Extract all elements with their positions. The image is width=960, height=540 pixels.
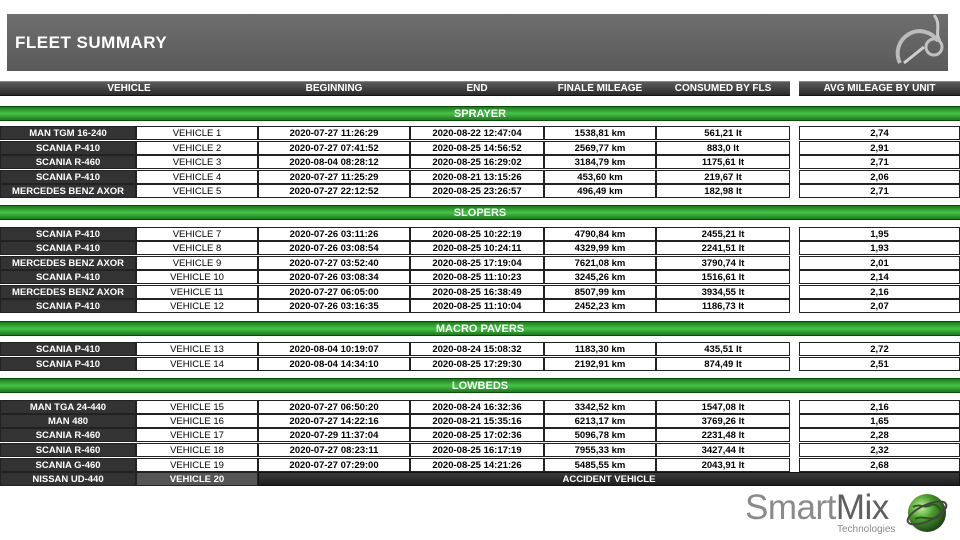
- vehicle-id: VEHICLE 19: [136, 458, 258, 472]
- finale-mileage: 453,60 km: [544, 170, 656, 184]
- vehicle-id: VEHICLE 5: [136, 184, 258, 198]
- vehicle-model: MAN 480: [0, 414, 136, 428]
- consumed-fls: 182,98 lt: [656, 184, 790, 198]
- vehicle-id: VEHICLE 20: [136, 472, 258, 486]
- end-time: 2020-08-25 11:10:23: [410, 270, 544, 284]
- beginning-time: 2020-07-29 11:37:04: [258, 428, 410, 442]
- title-banner: [7, 14, 948, 71]
- consumed-fls: 2241,51 lt: [656, 241, 790, 255]
- avg-mileage: 1,93: [799, 241, 960, 255]
- beginning-time: 2020-07-27 11:26:29: [258, 126, 410, 140]
- vehicle-model: SCANIA P-410: [0, 241, 136, 255]
- vehicle-id: VEHICLE 14: [136, 357, 258, 371]
- smartmix-logo: [745, 488, 955, 538]
- vehicle-model: SCANIA P-410: [0, 342, 136, 356]
- vehicle-id: VEHICLE 17: [136, 428, 258, 442]
- consumed-fls: 3934,55 lt: [656, 285, 790, 299]
- vehicle-model: SCANIA P-410: [0, 170, 136, 184]
- beginning-time: 2020-08-04 14:34:10: [258, 357, 410, 371]
- section-macro-pavers: MACRO PAVERS: [0, 321, 960, 336]
- finale-mileage: 5485,55 km: [544, 458, 656, 472]
- vehicle-id: VEHICLE 8: [136, 241, 258, 255]
- avg-mileage: 1,95: [799, 227, 960, 241]
- end-time: 2020-08-25 14:21:26: [410, 458, 544, 472]
- brand-sub: Technologies: [837, 524, 896, 535]
- table-row: [0, 227, 960, 241]
- beginning-time: 2020-07-27 14:22:16: [258, 414, 410, 428]
- table-row: [0, 184, 960, 198]
- beginning-time: 2020-07-27 08:23:11: [258, 443, 410, 457]
- avg-mileage: 2,51: [799, 357, 960, 371]
- col-header-avg-mileage: AVG MILEAGE BY UNIT: [799, 81, 960, 96]
- vehicle-model: SCANIA P-410: [0, 141, 136, 155]
- table-row: [0, 342, 960, 356]
- beginning-time: 2020-07-26 03:08:54: [258, 241, 410, 255]
- vehicle-id: VEHICLE 4: [136, 170, 258, 184]
- vehicle-model: SCANIA P-410: [0, 299, 136, 313]
- table-row: [0, 414, 960, 428]
- avg-mileage: 2,28: [799, 428, 960, 442]
- vehicle-model: NISSAN UD-440: [0, 472, 136, 486]
- avg-mileage: 2,71: [799, 155, 960, 169]
- section-slopers: SLOPERS: [0, 205, 960, 220]
- vehicle-id: VEHICLE 11: [136, 285, 258, 299]
- end-time: 2020-08-25 11:10:04: [410, 299, 544, 313]
- vehicle-id: VEHICLE 16: [136, 414, 258, 428]
- avg-mileage: 2,01: [799, 256, 960, 270]
- col-header-finale-mileage: FINALE MILEAGE: [544, 81, 656, 96]
- beginning-time: 2020-07-27 11:25:29: [258, 170, 410, 184]
- finale-mileage: 1183,30 km: [544, 342, 656, 356]
- table-row: [0, 155, 960, 169]
- consumed-fls: 883,0 lt: [656, 141, 790, 155]
- avg-mileage: 2,32: [799, 443, 960, 457]
- beginning-time: 2020-07-26 03:08:34: [258, 270, 410, 284]
- end-time: 2020-08-24 15:08:32: [410, 342, 544, 356]
- consumed-fls: 1547,08 lt: [656, 400, 790, 414]
- avg-mileage: 2,14: [799, 270, 960, 284]
- end-time: 2020-08-25 16:29:02: [410, 155, 544, 169]
- table-row: [0, 126, 960, 140]
- vehicle-id: VEHICLE 12: [136, 299, 258, 313]
- consumed-fls: 3427,44 lt: [656, 443, 790, 457]
- table-row: [0, 428, 960, 442]
- finale-mileage: 7955,33 km: [544, 443, 656, 457]
- globe-icon: [905, 491, 949, 535]
- avg-mileage: 2,71: [799, 184, 960, 198]
- avg-mileage: 1,65: [799, 414, 960, 428]
- finale-mileage: 3184,79 km: [544, 155, 656, 169]
- col-header-consumed: CONSUMED BY FLS: [656, 81, 790, 96]
- consumed-fls: 2043,91 lt: [656, 458, 790, 472]
- table-row: [0, 241, 960, 255]
- consumed-fls: 3769,26 lt: [656, 414, 790, 428]
- finale-mileage: 2569,77 km: [544, 141, 656, 155]
- finale-mileage: 5096,78 km: [544, 428, 656, 442]
- end-time: 2020-08-21 15:35:16: [410, 414, 544, 428]
- finale-mileage: 2192,91 km: [544, 357, 656, 371]
- vehicle-model: SCANIA P-410: [0, 270, 136, 284]
- consumed-fls: 219,67 lt: [656, 170, 790, 184]
- consumed-fls: 1175,61 lt: [656, 155, 790, 169]
- beginning-time: 2020-07-27 07:41:52: [258, 141, 410, 155]
- end-time: 2020-08-25 14:56:52: [410, 141, 544, 155]
- consumed-fls: 874,49 lt: [656, 357, 790, 371]
- end-time: 2020-08-22 12:47:04: [410, 126, 544, 140]
- finale-mileage: 3245,26 km: [544, 270, 656, 284]
- vehicle-id: VEHICLE 9: [136, 256, 258, 270]
- avg-mileage: 2,91: [799, 141, 960, 155]
- table-row-accident: [0, 472, 960, 486]
- table-row: [0, 400, 960, 414]
- table-row: [0, 458, 960, 472]
- beginning-time: 2020-07-26 03:11:26: [258, 227, 410, 241]
- finale-mileage: 4790,84 km: [544, 227, 656, 241]
- finale-mileage: 8507,99 km: [544, 285, 656, 299]
- table-row: [0, 299, 960, 313]
- consumed-fls: 561,21 lt: [656, 126, 790, 140]
- avg-mileage: 2,06: [799, 170, 960, 184]
- accident-banner: ACCIDENT VEHICLE: [258, 472, 960, 486]
- vehicle-id: VEHICLE 7: [136, 227, 258, 241]
- table-row: [0, 141, 960, 155]
- finale-mileage: 496,49 km: [544, 184, 656, 198]
- brand-name: SmartMix: [745, 488, 889, 527]
- vehicle-model: SCANIA R-460: [0, 155, 136, 169]
- beginning-time: 2020-07-27 22:12:52: [258, 184, 410, 198]
- finale-mileage: 7621,08 km: [544, 256, 656, 270]
- vehicle-model: MERCEDES BENZ AXOR: [0, 285, 136, 299]
- finale-mileage: 6213,17 km: [544, 414, 656, 428]
- avg-mileage: 2,72: [799, 342, 960, 356]
- beginning-time: 2020-07-27 03:52:40: [258, 256, 410, 270]
- table-row: [0, 270, 960, 284]
- section-lowbeds: LOWBEDS: [0, 378, 960, 393]
- beginning-time: 2020-08-04 10:19:07: [258, 342, 410, 356]
- end-time: 2020-08-25 16:38:49: [410, 285, 544, 299]
- beginning-time: 2020-07-27 07:29:00: [258, 458, 410, 472]
- consumed-fls: 2231,48 lt: [656, 428, 790, 442]
- vehicle-model: MAN TGA 24-440: [0, 400, 136, 414]
- consumed-fls: 1186,73 lt: [656, 299, 790, 313]
- col-header-vehicle: VEHICLE: [0, 81, 258, 96]
- table-row: [0, 170, 960, 184]
- end-time: 2020-08-24 16:32:36: [410, 400, 544, 414]
- end-time: 2020-08-25 23:26:57: [410, 184, 544, 198]
- end-time: 2020-08-25 10:22:19: [410, 227, 544, 241]
- avg-mileage: 2,16: [799, 400, 960, 414]
- end-time: 2020-08-25 17:29:30: [410, 357, 544, 371]
- end-time: 2020-08-25 10:24:11: [410, 241, 544, 255]
- finale-mileage: 1538,81 km: [544, 126, 656, 140]
- end-time: 2020-08-25 17:02:36: [410, 428, 544, 442]
- end-time: 2020-08-25 17:19:04: [410, 256, 544, 270]
- beginning-time: 2020-08-04 08:28:12: [258, 155, 410, 169]
- finale-mileage: 2452,23 km: [544, 299, 656, 313]
- beginning-time: 2020-07-26 03:16:35: [258, 299, 410, 313]
- vehicle-id: VEHICLE 10: [136, 270, 258, 284]
- beginning-time: 2020-07-27 06:50:20: [258, 400, 410, 414]
- consumed-fls: 435,51 lt: [656, 342, 790, 356]
- avg-mileage: 2,07: [799, 299, 960, 313]
- vehicle-id: VEHICLE 1: [136, 126, 258, 140]
- finale-mileage: 4329,99 km: [544, 241, 656, 255]
- consumed-fls: 2455,21 lt: [656, 227, 790, 241]
- table-row: [0, 285, 960, 299]
- avg-mileage: 2,68: [799, 458, 960, 472]
- table-row: [0, 443, 960, 457]
- section-sprayer: SPRAYER: [0, 106, 960, 121]
- vehicle-id: VEHICLE 13: [136, 342, 258, 356]
- beginning-time: 2020-07-27 06:05:00: [258, 285, 410, 299]
- col-header-end: END: [410, 81, 544, 96]
- table-row: [0, 357, 960, 371]
- vehicle-id: VEHICLE 2: [136, 141, 258, 155]
- avg-mileage: 2,16: [799, 285, 960, 299]
- end-time: 2020-08-25 16:17:19: [410, 443, 544, 457]
- vehicle-model: SCANIA R-460: [0, 443, 136, 457]
- consumed-fls: 3790,74 lt: [656, 256, 790, 270]
- finale-mileage: 3342,52 km: [544, 400, 656, 414]
- vehicle-model: MERCEDES BENZ AXOR: [0, 256, 136, 270]
- vehicle-id: VEHICLE 3: [136, 155, 258, 169]
- vehicle-model: MERCEDES BENZ AXOR: [0, 184, 136, 198]
- vehicle-model: SCANIA P-410: [0, 357, 136, 371]
- col-header-beginning: BEGINNING: [258, 81, 410, 96]
- speedometer-logo-icon: [894, 11, 946, 71]
- vehicle-id: VEHICLE 18: [136, 443, 258, 457]
- vehicle-model: SCANIA P-410: [0, 227, 136, 241]
- vehicle-id: VEHICLE 15: [136, 400, 258, 414]
- end-time: 2020-08-21 13:15:26: [410, 170, 544, 184]
- page-title: FLEET SUMMARY: [15, 33, 168, 52]
- vehicle-model: MAN TGM 16-240: [0, 126, 136, 140]
- vehicle-model: SCANIA G-460: [0, 458, 136, 472]
- vehicle-model: SCANIA R-460: [0, 428, 136, 442]
- table-row: [0, 256, 960, 270]
- avg-mileage: 2,74: [799, 126, 960, 140]
- consumed-fls: 1516,61 lt: [656, 270, 790, 284]
